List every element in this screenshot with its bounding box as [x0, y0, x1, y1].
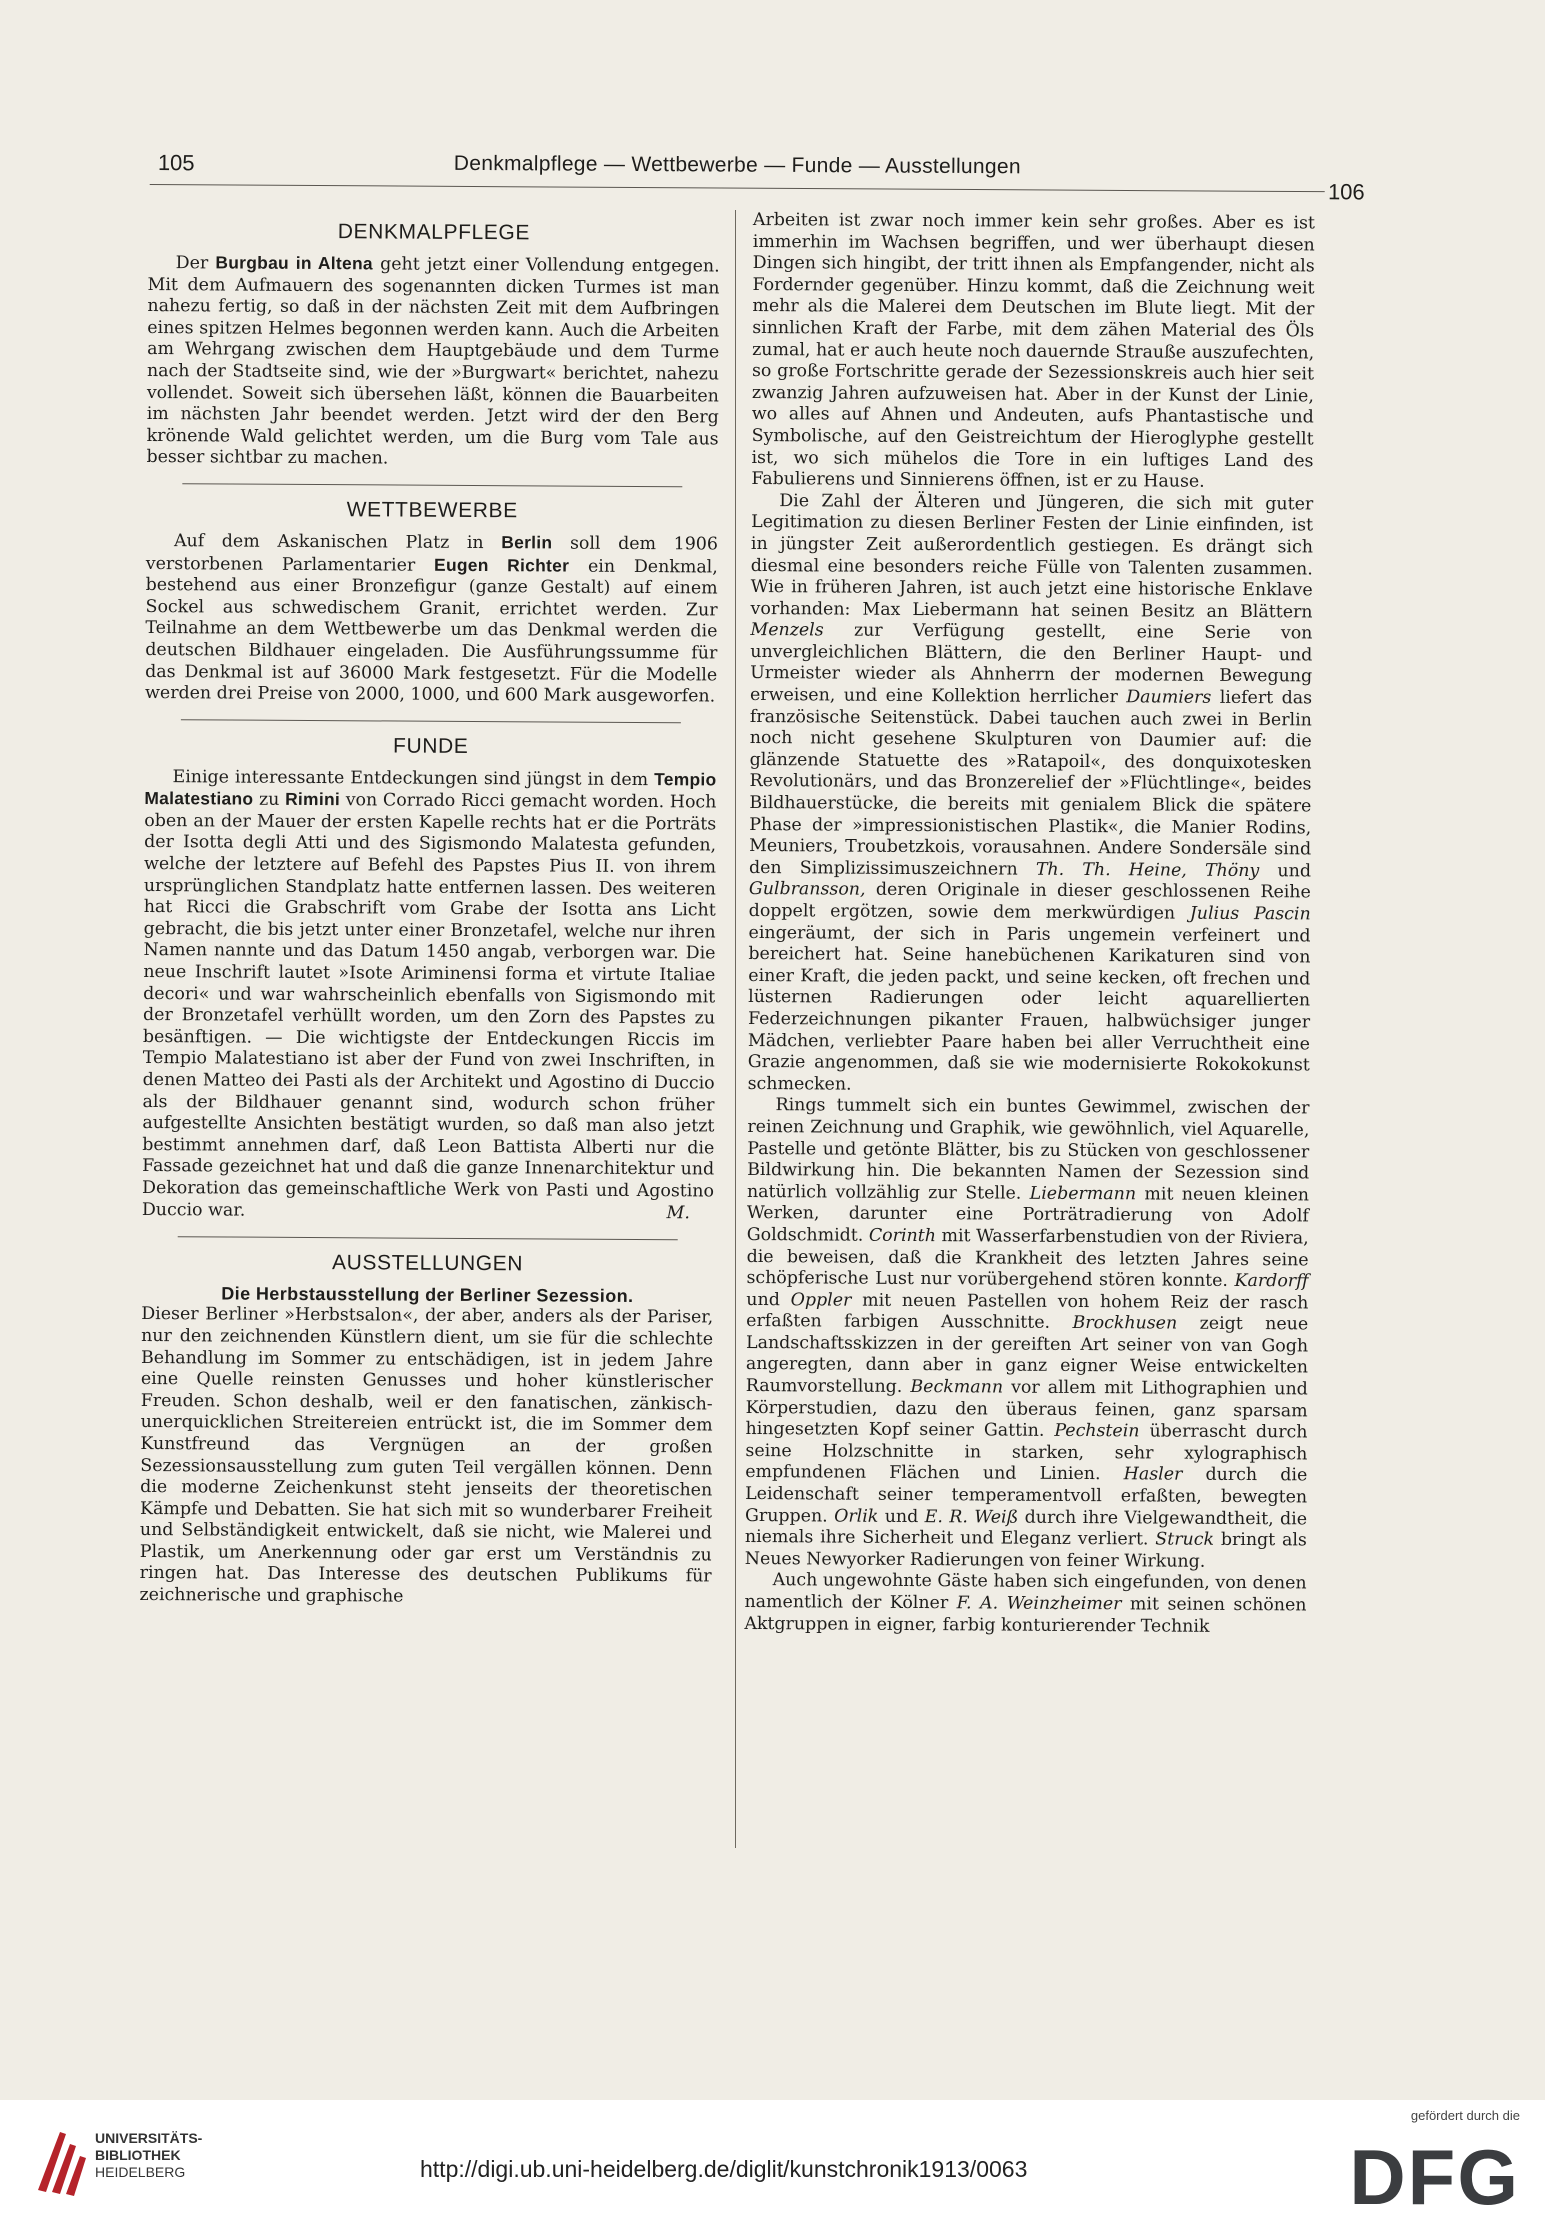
author-signature: M. — [666, 1203, 690, 1224]
viewer-footer — [0, 2100, 1545, 2228]
heading-denkmalpflege: DENKMALPFLEGE — [337, 220, 531, 245]
funding-label: gefördert durch die — [1410, 2108, 1520, 2123]
heading-ausstellungen: AUSSTELLUNGEN — [331, 1250, 524, 1276]
paragraph-herbstsalon: Dieser Berliner »Herbstsalon«, der aber, anders als der Pariser, nur den zeichnenden Künstlern dient, um sie für die schlechte Behandlung im Sommer zu entschädigen, ist in jedem Jahre eine Quelle reinsten Genusses und hoher künstlerischer Freuden. Schon deshalb, weil er den fanatischen, zänkisch-unerquicklichen Streitereien entrückt ist, die im Sommer dem Kunstfreund das Vergnügen an der großen Sezessionsausstellung zum guten Teil vergällen können. Denn die moderne Zeichenkunst steht jenseits der theoretischen Kämpfe und Debatten. Sie hat sich mit so wunderbarer Freiheit und Selbständigkeit entwickelt, daß sie nicht, wie Malerei und Plastik, um Anerkennung oder gar erst um Verständnis zu ringen hat. Das Interesse des deutschen Publikums für zeichnerische und graphische — [139, 1304, 714, 1607]
running-head — [150, 140, 1365, 205]
running-title: Denkmalpflege — Wettbewerbe — Funde — Ausstellungen — [453, 151, 1021, 179]
dfg-logo[interactable]: DFG — [1349, 2133, 1520, 2221]
section-divider — [181, 719, 681, 723]
heading-funde: FUNDE — [392, 734, 469, 758]
page-number-left: 105 — [157, 150, 195, 176]
paragraph-tempio-malatestiano: Einige interessante Entdeckungen sind jüngst in dem Tempio Malatestiano zu Rimini von Corrado Ricci gemacht worden. Hoch oben an der Mauer der ersten Kapelle rechts hat er die Porträts der Isotta degli Atti und des Sigismondo Malatesta gefunden, welche der letztere auf Befehl des Papstes Pius II. von ihrem ursprünglichen Standplatz hatte entfernen lassen. Des weiteren hat Ricci die Grabschrift vom Grabe der Isotta ans Licht gebracht, die bis jetzt unter einer Bronzetafel, welche nur ihren Namen nannte und das Datum 1450 angab, verborgen war. Die neue Inschrift lautet »Isote Ariminensi forma et virtute Italiae decori« und war wahrscheinlich ebenfalls von Sigismondo mit der Bronzetafel verhüllt worden, um den Zorn des Papstes zu besänftigen. — Die wichtigste der Entdeckungen Riccis im Tempio Malatestiano ist aber der Fund von zwei Inschriften, in denen Matteo dei Pasti als der Architekt und Agostino di Duccio als der Bildhauer genannt sind, wodurch schon früher aufgestellte Ansichten bestätigt wurden, so daß man also jetzt bestimmt annehmen darf, daß Leon Battista Alberti nur die Fassade gezeichnet hat und daß die ganze Innenarchitektur und Dekoration das gemeinschaftliche Werk von Pasti und Agostino Duccio war. — [141, 766, 717, 1221]
paragraph-richter-denkmal: Auf dem Askanischen Platz in Berlin soll dem 1906 verstorbenen Parlamentarier Eugen Richter ein Denkmal, bestehend aus einer Bronzefigur (ganze Gestalt) auf einem Sockel aus schwedischem Granit, errichtet werden. Zur Teilnahme an dem Wettbewerbe um das Denkmal werden die deutschen Bildhauer eingeladen. Die Ausführungssumme für das Denkmal ist auf 36000 Mark festgesetzt. Für die Modelle werden drei Preise von 2000, 1000, und 600 Mark ausgeworfen. — [144, 531, 719, 707]
section-divider — [182, 483, 682, 487]
paragraph-zeichenkunst: Arbeiten ist zwar noch immer kein sehr großes. Aber es ist immerhin im Wachsen begriffen, und wer überhaupt diesen Dingen sich hingibt, der tritt ihnen als Empfangender, nicht als Fordernder gegenüber. Hinzu kommt, daß die Zeichnung weit mehr als die Malerei dem Deutschen im Blute liegt. Mit der sinnlichen Kraft der Farbe, mit dem zähen Material des Öls zumal, hat er auch heute noch dauernde Strauße auszufechten, so große Fortschritte gerade der Sezessionskreis auch hier seit zwanzig Jahren aufzuweisen hat. Aber in der Kunst der Linie, wo alles auf Ahnen und Andeuten, aufs Phantastische und Symbolische, auf den Geistreichtum der Hieroglyphe gestellt ist, wo sich mühelos die Tore in ein luftiges Land des Fabulierens und Sinnierens öffnen, ist er zu Hause. — [751, 210, 1315, 492]
subheading-herbstausstellung: Die Herbstausstellung der Berliner Sezession. — [221, 1283, 634, 1306]
section-divider — [178, 1236, 678, 1240]
university-name: UNIVERSITÄTS- BIBLIOTHEK HEIDELBERG — [95, 2130, 203, 2180]
column-divider — [735, 210, 736, 1848]
page-number-right: 106 — [1327, 179, 1365, 205]
paragraph-burgbau: Der Burgbau in Altena geht jetzt einer Vollendung entgegen. Mit dem Aufmauern des sogenannten dicken Turmes ist man nahezu fertig, so daß in der nächsten Zeit mit dem Aufbringen eines spitzen Helmes begonnen werden kann. Auch die Arbeiten am Wehrgang zwischen dem Hauptgebäude und dem Turme nach der Stadtseite sind, wie der »Burgwart« berichtet, nahezu vollendet. Soweit sich übersehen läßt, können die Bauarbeiten im nächsten Jahr beendet werden. Jetzt wird der den Berg krönende Wald gelichtet werden, um die Burg vom Tale aus besser sichtbar zu machen. — [146, 252, 720, 469]
paragraph-ungewohnte-gaeste: Auch ungewohnte Gäste haben sich eingefunden, von denen namentlich der Kölner F. A. Weinzheimer mit seinen schönen Aktgruppen in eigner, farbig konturierender Technik — [744, 1570, 1307, 1637]
university-logo-icon[interactable] — [30, 2120, 90, 2200]
right-column — [744, 210, 1315, 1639]
paragraph-aeltere-juengere: Die Zahl der Älteren und Jüngeren, die sich mit guter Legitimation zu diesen Berliner Festen der Linie einfinden, ist in jüngster Zeit außerordentlich gestiegen. Es drängt sich diesmal eine besonders reiche Fülle von Talenten zusammen. Wie in früheren Jahren, ist auch jetzt eine historische Enklave vorhanden: Max Liebermann hat seinen Besitz an Blättern Menzels zur Verfügung gestellt, eine Serie von unvergleichlichen Blättern, die den Berliner Haupt- und Urmeister wieder als Ahnherrn der modernen Bewegung erweisen, und eine Kollektion herrlicher Daumiers liefert das französische Seitenstück. Dabei tauchen auch zwei in Berlin noch nicht gesehene Skulpturen von Daumier auf: die glänzende Statuette des »Ratapoil«, des donquixotesken Revolutionärs, und das Bronzerelief der »Flüchtlinge«, beides Bildhauerstücke, die bereits mit genialem Blick die spätere Phase der »impressionistischen Plastik«, die Manier Rodins, Meuniers, Troubetzkois, vorausahnen. Andere Sondersäle sind den Simplizissimuszeichnern Th. Th. Heine, Thöny und Gulbransson, deren Originale in dieser geschlossenen Reihe doppelt ergötzen, sowie dem merkwürdigen Julius Pascin eingeräumt, der sich in Paris ungemein verfeinert und bereichert hat. Seine hanebüchenen Karikaturen sind von einer Kraft, die jeden packt, und seine kecken, oft frechen und lüsternen Radierungen oder leicht aquarellierten Federzeichnungen pikanter Frauen, halbwüchsiger junger Mädchen, verliebter Paare haben bei aller Verruchtheit eine Grazie angenommen, daß sie wie modernisierte Rokokokunst schmecken. — [747, 490, 1314, 1095]
permalink-url[interactable]: http://digi.ub.uni-heidelberg.de/diglit/kunstchronik1913/0063 — [420, 2156, 1028, 2182]
left-column — [139, 210, 720, 1610]
heading-wettbewerbe: WETTBEWERBE — [346, 498, 518, 523]
paragraph-buntes-gewimmel: Rings tummelt sich ein buntes Gewimmel, zwischen der reinen Zeichnung und Graphik, wie gewöhnlich, viel Aquarelle, Pastelle und getönte Blätter, bis zu Stücken von geschlossener Bildwirkung hin. Die bekannten Namen der Sezession sind natürlich vollzählig zur Stelle. Liebermann mit neuen kleinen Werken, darunter eine Porträtradierung von Adolf Goldschmidt. Corinth mit Wasserfarbenstudien von der Riviera, die beweisen, daß die Krankheit des letzten Jahres seine schöpferische Lust nur vorübergehend stören konnte. Kardorff und Oppler mit neuen Pastellen von hohem Reiz der rasch erfaßten farbigen Ausschnitte. Brockhusen zeigt neue Landschaftsskizzen in der gereiften Art seiner von van Gogh angeregten, dann aber in ganz eigner Weise entwickelten Raumvorstellung. Beckmann vor allem mit Lithographien und Körperstudien, dazu den überaus feinen, ganz sparsam hingesetzten Kopf seiner Gattin. Pechstein überrascht durch seine Holzschnitte in starken, sehr xylographisch empfundenen Flächen und Linien. Hasler durch die Leidenschaft seiner temperamentvoll erfaßten, bewegten Gruppen. Orlik und E. R. Weiß durch ihre Vielgewandtheit, die niemals ihre Sicherheit und Eleganz verliert. Struck bringt als Neues Newyorker Radierungen von feiner Wirkung. — [744, 1095, 1310, 1572]
